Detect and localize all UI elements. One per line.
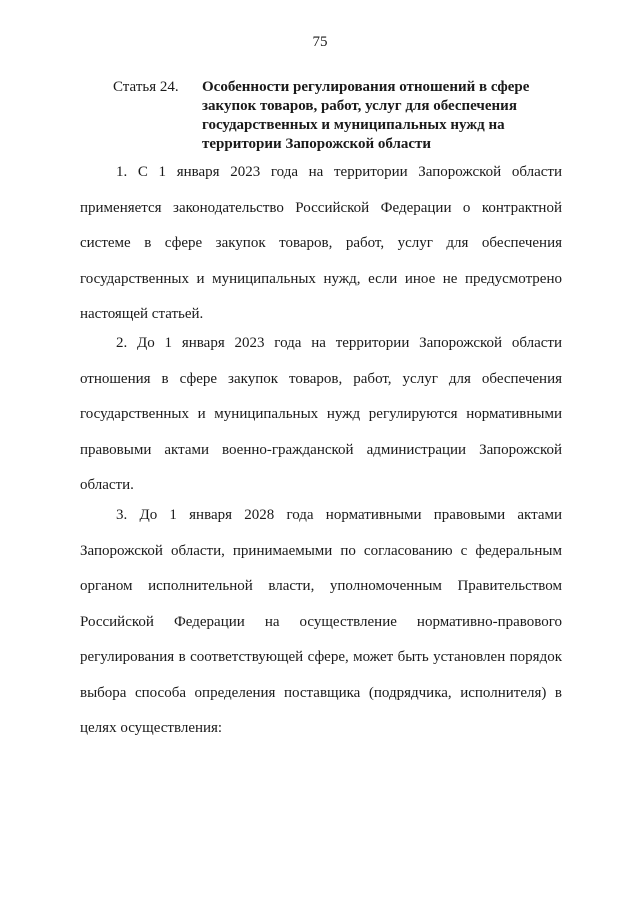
paragraph-2: 2. До 1 января 2023 года на территории Запорожской области отношения в сфере закупок товаров, работ, услуг для обеспечения государственных и муниципальных нужд регулируются нормативными правовыми актами военно-гражданской администрации Запорожской области. [80, 335, 562, 493]
article-label: Статья 24. [113, 79, 179, 95]
paragraph-3: 3. До 1 января 2028 года нормативными правовыми актами Запорожской области, принимаемыми по согласованию с федеральным органом исполнительной власти, уполномоченным Правительством Российской Федерации на осуществление нормативно-правового регулирования в соответствующей сфере, может быть установлен порядок выбора способа определения поставщика (подрядчика, исполнителя) в целях осуществления: [80, 507, 562, 736]
paragraph-1: 1. С 1 января 2023 года на территории Запорожской области применяется законодательство Российской Федерации о контрактной системе в сфере закупок товаров, работ, услуг для обеспечения государственных и муниципальных нужд, если иное не предусмотрено настоящей статьей. [80, 164, 562, 322]
page-number: 75 [312, 34, 328, 50]
article-title: Особенности регулирования отношений в сфере закупок товаров, работ, услуг для обеспечения государственных и муниципальных нужд на территории Запорожской области [202, 79, 530, 152]
